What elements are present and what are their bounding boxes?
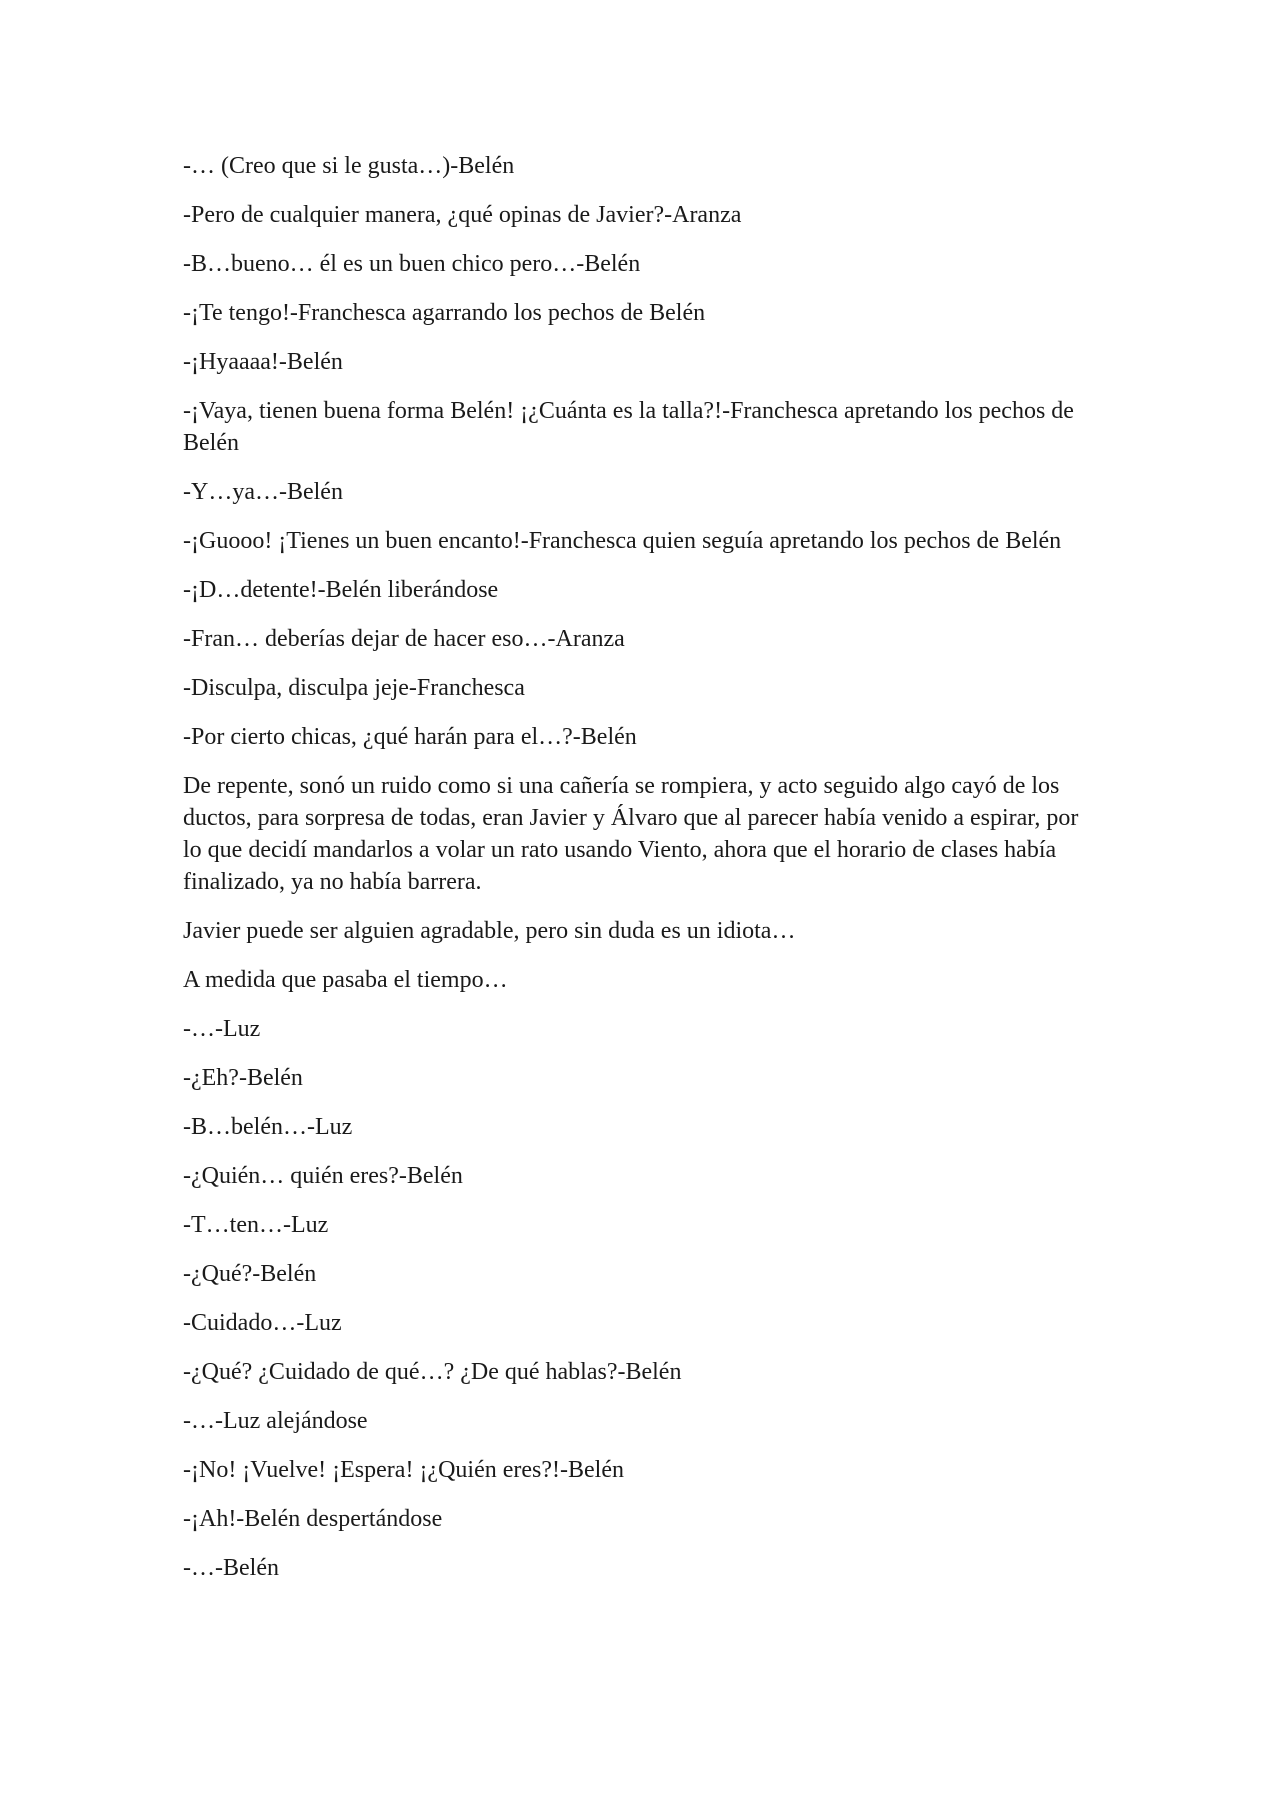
paragraph: -…-Belén <box>183 1555 279 1581</box>
paragraph: -Disculpa, disculpa jeje-Franchesca <box>183 675 525 701</box>
paragraph: -¡D…detente!-Belén liberándose <box>183 577 499 603</box>
paragraph: -¿Qué? ¿Cuidado de qué…? ¿De qué hablas?-Belén <box>183 1359 682 1385</box>
paragraph: -T…ten…-Luz <box>183 1212 329 1238</box>
paragraph: -¡Te tengo!-Franchesca agarrando los pechos de Belén <box>183 300 706 326</box>
paragraph: -¡Hyaaaa!-Belén <box>183 349 343 375</box>
paragraph: -Cuidado…-Luz <box>183 1310 342 1336</box>
paragraph: -B…belén…-Luz <box>183 1114 353 1140</box>
paragraph: A medida que pasaba el tiempo… <box>183 967 508 993</box>
paragraph: -Pero de cualquier manera, ¿qué opinas de Javier?-Aranza <box>183 202 742 228</box>
paragraph: -Por cierto chicas, ¿qué harán para el…?-Belén <box>183 724 637 750</box>
paragraph: Javier puede ser alguien agradable, pero sin duda es un idiota… <box>183 918 796 944</box>
paragraph: -¡No! ¡Vuelve! ¡Espera! ¡¿Quién eres?!-Belén <box>183 1457 624 1483</box>
paragraph: -Fran… deberías dejar de hacer eso…-Aranza <box>183 626 625 652</box>
paragraph: -¿Quién… quién eres?-Belén <box>183 1163 463 1189</box>
paragraph: De repente, sonó un ruido como si una cañería se rompiera, y acto seguido algo cayó de los ductos, para sorpresa de todas, eran Javier y Álvaro que al parecer había venido a espirar, por lo que decidí mandarlos a volar un rato usando Viento, ahora que el horario de clases había finalizado, ya no había barrera. <box>183 773 1079 895</box>
paragraph: -…-Luz <box>183 1016 261 1042</box>
paragraph: -¡Ah!-Belén despertándose <box>183 1506 443 1532</box>
paragraph: -¡Vaya, tienen buena forma Belén! ¡¿Cuánta es la talla?!-Franchesca apretando los pechos de Belén <box>183 398 1074 456</box>
paragraph: -Y…ya…-Belén <box>183 479 343 505</box>
document-body <box>183 150 1100 1601</box>
paragraph: -B…bueno… él es un buen chico pero…-Belén <box>183 251 641 277</box>
paragraph: -¡Guooo! ¡Tienes un buen encanto!-Franchesca quien seguía apretando los pechos de Belén <box>183 528 1062 554</box>
paragraph: -¿Qué?-Belén <box>183 1261 317 1287</box>
paragraph: -…-Luz alejándose <box>183 1408 368 1434</box>
paragraph: -¿Eh?-Belén <box>183 1065 303 1091</box>
paragraph: -… (Creo que si le gusta…)-Belén <box>183 153 515 179</box>
